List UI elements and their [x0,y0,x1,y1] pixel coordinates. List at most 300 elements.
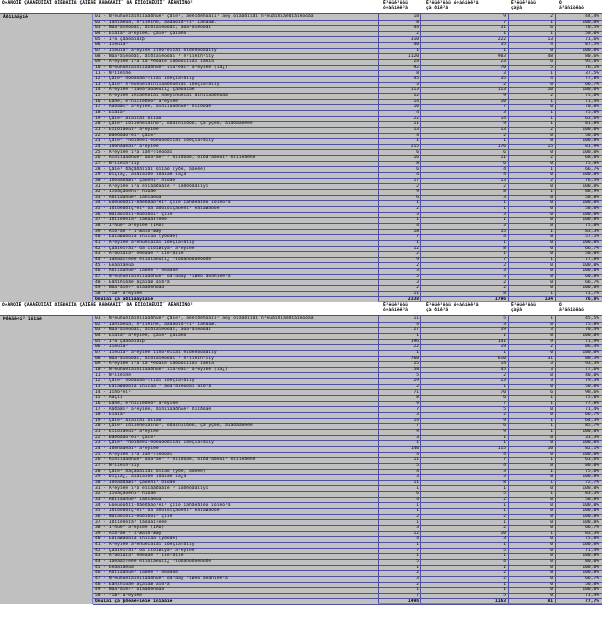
row-count-years: 14 [500,115,506,121]
row-count-years: 9 [503,93,506,99]
row-name: 15 · Ãàçîí [95,395,123,401]
row-count: 12 [413,530,419,536]
row-percent: 100,0% [582,485,599,491]
row-percent: 66,7% [585,245,599,251]
row-name: 11 · Ñ³íîêîñè [95,70,131,76]
row-name: 03 · Ñàä³âíèöòâî, ãîðîäíèöòâî, áóä³âíèöòâî [95,327,212,333]
row-percent: 71,4% [585,547,599,553]
row-count: 8 [416,395,419,401]
row-count-years: 4 [503,172,506,178]
row-applications: 1 [550,98,553,104]
row-percent: 66,7% [585,576,599,582]
row-percent: 100,0% [582,262,599,268]
row-count: 4 [416,496,419,502]
row-name: 38 · Ì³ñüê³ ä³ëÿíêè (ÌÀÔ) [95,525,165,531]
row-applications: 2 [550,127,553,132]
row-percent: 77,8% [585,400,599,406]
row-applications: 4 [550,76,553,82]
row-percent: 50,0% [585,30,599,36]
row-name: 46 · Ãðîìàäñüê³ ïàðêè ³ ñêâåðè [95,268,178,274]
row-name: 25 · Ä³ëÿíêè ï³ä ïàñ³÷íèöòâî [95,149,173,155]
row-percent: 79,3% [585,378,599,384]
row-count: 1496 [407,598,419,604]
row-count: 2 [416,251,419,257]
row-applications: 1 [550,429,553,435]
row-count-years: 222 [497,36,506,42]
row-percent: 77,6% [585,366,599,372]
row-percent: 100,0% [582,451,599,457]
row-count: 4 [416,110,419,116]
row-count-years: 1 [503,217,506,223]
row-count: 9 [416,400,419,406]
row-name: Óñüîãî çà þðèäè÷íèìè îñîáàìè [95,598,173,604]
row-count: 7 [416,234,419,240]
row-count: 92 [413,64,419,70]
row-name: 38 · Ì³ñüê³ ä³ëÿíêè (ÌÀÔ) [95,223,165,229]
row-count: 2338 [407,296,419,302]
row-count: 5 [416,463,419,469]
row-count-years: 2 [503,285,506,291]
row-applications: 1 [550,70,553,76]
row-name: 37 · Ïðîìèñëîâ³ ìàéäàí÷èêè [95,519,167,525]
row-percent: 66,7% [585,81,599,87]
row-count-years: 6 [503,160,506,166]
row-applications: 0 [550,547,553,553]
row-percent: 50,0% [585,383,599,389]
row-count: 1 [416,333,419,339]
row-count: 18 [413,228,419,234]
row-name: 22 · Ðåêðåàö³éí³ çåìë³ [95,132,156,138]
row-applications: 0 [550,206,553,212]
row-applications: 0 [550,262,553,268]
row-count-years: 7 [503,400,506,406]
row-count: 7 [416,406,419,412]
row-name: 31 · Ä³ëÿíêè ï³ä ëîìáàðäàìè ³ ïàðêóâàííÿì [95,485,209,491]
row-name: 23 · Çåìë³ ³ñòîðèêî-êóëüòóðíîãî ïðèçíà÷åííÿ [95,440,214,446]
row-applications: 0 [550,223,553,229]
row-count-years: 3 [503,70,506,76]
row-applications: 1 [550,115,553,121]
row-percent: 57,1% [585,234,599,240]
row-count-years: 3 [503,536,506,542]
row-percent: 70,4% [585,327,599,333]
row-percent: 68,8% [585,155,599,161]
row-count-years: 141 [497,338,506,344]
row-applications: 1 [550,468,553,474]
row-name: 43 · Â³äõîäîâ³ ñêëàäè ³ ïîë³ãîíè [95,251,184,257]
row-count-years: 45 [500,366,506,372]
row-name: 39 · Äîð³ãè ³ ì³æäîð³ææÿ [95,530,162,536]
row-count-years: 3 [503,321,506,327]
row-percent: 80,0% [585,463,599,469]
row-applications: 0 [550,559,553,565]
row-percent: 77,7% [585,598,599,604]
row-count-years: 7 [503,457,506,463]
row-count-years: 3 [503,194,506,200]
row-applications: 6 [550,59,553,65]
row-name: 31 · Ä³ëÿíêè ï³ä ëîìáàðäàìè ³ ïàðêóâàííÿì [95,183,209,189]
row-count-years: 14 [500,361,506,367]
row-count-years: 1 [503,440,506,446]
row-count-years: 3 [503,474,506,480]
row-name: 46 · Ãðîìàäñüê³ ïàðêè ³ ñêâåðè [95,570,178,576]
row-applications: 0 [550,519,553,525]
row-count: 3 [416,434,419,440]
row-applications: 0 [550,138,553,144]
row-name: 45 · Êëàäîâèùà [95,262,134,268]
row-name: 07 · Ïîëüîâ³ ä³ëÿíêè ïîñò³éíîãî êîðèñòóâàííÿ [95,47,217,53]
row-name: 05 · Ï³ä çàáóäîâîþ [95,338,145,344]
row-count-years: 10 [500,530,506,536]
row-count-years: 1 [503,47,506,53]
row-name: 09 · Ä³ëÿíêè ï³ä îá'ºêòàìè íåðóõîìîãî ìàéíà [95,361,214,367]
row-name: 40 · Ëàíäøàôòíà îñíîâà (ÿðóãè) [95,536,178,542]
row-count: 22 [413,115,419,121]
row-count: 13 [413,127,419,132]
row-name: 06 · Ïîëüîâ³ [95,344,129,350]
row-percent: 81,9% [585,143,599,149]
row-applications: 0 [550,321,553,327]
row-percent: 44,4% [585,14,599,19]
row-percent: 72,7% [585,479,599,485]
row-percent: 50,0% [585,496,599,502]
row-count-years: 1 [503,350,506,356]
header-col2: Ê³ëüê³ñòü ó÷àñíèê³â çà ðîê³â [426,1,479,11]
row-count-years: 6 [503,149,506,155]
row-name: 20 · Çåìë³ ïðîìèñëîâîñò³, òðàíñïîðòó, çâ'ÿçêó, åíåðãåòèêè [95,423,253,429]
row-count: 2 [416,206,419,212]
header-col1: Ê³ëüê³ñòü ó÷àñíèê³â [383,303,408,314]
row-percent: 71,4% [585,98,599,104]
row-applications: 15 [547,143,553,149]
row-percent: 71,6% [585,36,599,42]
row-percent: 71,4% [585,406,599,412]
row-count-years: 2 [503,81,506,87]
row-percent: 100,0% [582,333,599,339]
row-percent: 80,3% [585,355,599,361]
row-name: 06 · Ïîëüîâ³ [95,42,129,48]
row-name: 24 · Ïðèñàäèáí³ ä³ëÿíêè [95,143,159,149]
row-applications: 0 [550,406,553,412]
row-name: 47 · Ñ³ëüñüêîãîñïîäàðñüê³ óã³äääÿ ³íøèõ âëàñíèê³â [95,273,231,279]
row-name: 42 · Çàáîëî÷åí³ òà ïîðîøíÿâ³ ä³ëÿíêè [95,547,195,553]
row-count: 9 [416,189,419,195]
row-count-years: 1 [503,251,506,257]
row-name: 19 · Çåìë³ âîäíîãî ôîíäó [95,417,162,423]
row-count: 2 [416,30,419,36]
row-name: Óñüîãî çà ãðîìàäÿíàìè [95,296,154,302]
row-applications: 1 [550,166,553,172]
row-count: 9 [416,429,419,435]
row-applications: 0 [550,251,553,257]
row-percent: 75,0% [585,93,599,99]
row-applications: 31 [547,355,553,361]
row-applications: 0 [550,451,553,457]
row-percent: 100,0% [582,553,599,559]
row-name: 34 · Êóëüòóðíî-ðåêðåàö³éí³ çîíè íàñåëåíèõ ïóíêò³â [95,502,231,508]
row-count-years: 2 [503,496,506,502]
row-percent: 75,0% [585,160,599,166]
row-count: 11 [413,479,419,485]
row-count: 4 [416,223,419,229]
row-count: 18 [413,14,419,19]
row-applications: 1 [550,491,553,497]
row-count: 1 [416,217,419,223]
row-applications: 1 [550,417,553,423]
row-count-years: 8 [503,290,506,296]
row-count-years: 7 [503,104,506,110]
row-name: 35 · Ïðîòèåðîç³éí³ òà ãðóíòîçàõèñí³ ëàíäøàôòè [95,508,220,514]
row-count-years: 176 [497,143,506,149]
row-applications: 0 [550,372,553,378]
row-applications: 0 [550,200,553,206]
row-count-years: 1 [503,581,506,587]
row-applications: 0 [550,383,553,389]
row-name: 16 · Ëåñè, ë³ñîïîêðèò³ ä³ëÿíêè [95,98,178,104]
row-applications: 2 [550,344,553,350]
row-percent: 100,0% [582,440,599,446]
row-name: 44 · Ìàéäàí÷èêè êîìóíàëüíî¿ ³íôðàñòðóêòóðè [95,559,212,565]
row-applications: 3 [550,378,553,384]
row-name: 17 · Ãàðàæí³ ä³ëÿíêè, ãîñïîäàðñüê³ ñïîðóäè [95,406,212,412]
row-name: 33 · Ãðîìàäñüê³ ïàñîâèùà [95,496,162,502]
row-applications: 0 [550,285,553,291]
row-count-years: 2 [503,513,506,519]
row-count: 4 [416,321,419,327]
total-underline [378,603,602,604]
row-count: 14 [413,417,419,423]
row-count-years: 4 [503,166,506,172]
section-label-cell [0,14,93,302]
row-count-years: 8 [503,245,506,251]
row-count-years: 115 [497,446,506,452]
row-count-years: 1 [503,240,506,245]
row-percent: 60,0% [585,273,599,279]
row-name: 14 · Ïîñò³éí³ [95,389,131,395]
header-col4: Ó â³äñîòêàõ [559,303,584,314]
row-applications: 9 [550,338,553,344]
row-count-years: 9 [503,121,506,127]
row-applications: 3 [550,361,553,367]
row-percent: 100,0% [582,502,599,508]
row-count-years: 13 [500,127,506,132]
row-count: 1 [416,47,419,53]
row-applications: 0 [550,525,553,531]
row-count: 8 [416,19,419,25]
row-applications: 1 [550,189,553,195]
row-count: 5 [416,273,419,279]
row-name: 15 · Ä³ëÿíêè îñîáèñòîãî ñåëÿíñüêîãî ãîñïîäàðñòâà [95,93,228,99]
row-applications: 0 [550,240,553,245]
row-percent: 75,0% [585,395,599,401]
row-count: 2 [416,570,419,576]
row-count: 3 [416,268,419,274]
row-count-years: 4 [503,451,506,457]
row-count: 3 [416,279,419,285]
row-percent: 83,3% [585,491,599,497]
header-col2: Ê³ëüê³ñòü ó÷àñíèê³â çà ðîê³â [426,303,479,314]
row-percent: 88,9% [585,189,599,195]
row-name: 29 · Ðîçïà¿, äîãîâîðè îðåíäè ïà¿â [95,172,187,178]
row-count-years: 35 [500,76,506,82]
row-percent: 100,0% [582,570,599,576]
row-name: 10 · Ñ³ëüñüêîãîñïîäàðñüê³ ïîä³ëåí³ ä³ëÿíêè (ïà¿) [95,64,228,70]
row-count-years: 3 [503,110,506,116]
row-applications: 0 [550,333,553,339]
row-count-years: 1 [503,206,506,212]
header-col4: Ó â³äñîòêàõ [559,1,584,11]
row-percent: 100,0% [582,183,599,189]
row-count-years: 1 [503,553,506,559]
row-name: 09 · Ä³ëÿíêè ï³ä îá'ºêòàìè íåðóõîìîãî ìàéíà [95,59,214,65]
row-count: 71 [413,389,419,395]
row-count: 1 [416,542,419,548]
row-name: 21 · Êîìóíàëüí³ ä³ëÿíêè [95,127,159,132]
row-applications: 0 [550,587,553,593]
row-percent: 100,0% [582,217,599,223]
row-percent: 70,5% [585,25,599,31]
row-percent: 50,0% [585,581,599,587]
row-count: 1 [416,502,419,508]
row-count: 196 [410,338,419,344]
row-name: 26 · Ãîñïîäàðñüê³ áóä³âë³ ³ ñïîðóäè, òîðã³âåëüí³ êîìïëåêñè [95,457,256,463]
row-name: 27 · Ñ³íîêîñ³ííÿ [95,463,140,469]
header-col3: Ê³ëüê³ñòü çàÿâ [511,1,536,11]
row-percent: 75,0% [585,321,599,327]
row-applications: 2 [550,93,553,99]
row-name: 13 · Ëàíäøàôòíà îñíîâà ³ áóä³âíèöòâî äîð³ã [95,383,212,389]
row-percent: 66,7% [585,166,599,172]
row-applications: 1 [550,395,553,401]
row-count: 2 [416,581,419,587]
row-applications: 0 [550,508,553,514]
row-count-years: 13 [500,177,506,183]
row-name: 37 · Ïðîìèñëîâ³ ìàéäàí÷èêè [95,217,167,223]
row-percent: 93,3% [585,361,599,367]
row-applications: 2 [550,14,553,19]
row-count: 6 [416,194,419,200]
row-applications: 13 [547,36,553,42]
row-name: 42 · Çàáîëî÷åí³ òà ïîðîøíÿâ³ ä³ëÿíêè [95,245,195,251]
row-percent: 75,0% [585,110,599,116]
row-percent: 100,0% [582,564,599,570]
row-percent: 77,8% [585,256,599,262]
row-applications: 0 [550,502,553,508]
row-count-years: 23 [500,59,506,65]
row-applications: 0 [550,268,553,274]
row-count: 215 [410,143,419,149]
row-count: 27 [413,327,419,333]
row-name: 32 · Ïîëåçàõèñí³ ñìóãè [95,189,156,195]
row-count-years: 1 [503,542,506,548]
row-count-years: 70 [500,389,506,395]
row-applications: 0 [550,536,553,542]
row-applications: 5 [550,64,553,70]
table-header [0,0,602,13]
row-count-years: 9 [503,417,506,423]
row-applications: 1 [550,316,553,322]
row-count-years: 5 [503,592,506,598]
row-count-years: 3 [503,273,506,279]
row-count-years: 4 [503,463,506,469]
row-percent: 45,5% [585,316,599,322]
row-applications: 0 [550,47,553,53]
row-count-years: 1163 [494,598,506,604]
row-count: 4 [416,536,419,542]
row-percent: 100,0% [582,350,599,356]
row-percent: 72,7% [585,290,599,296]
row-count: 9 [416,256,419,262]
row-count: 2 [416,513,419,519]
row-applications: 3 [550,327,553,333]
row-name: 41 · Ä³ëÿíêè â³éñüêîâîãî ïðèçíà÷åííÿ [95,240,195,245]
row-name: 19 · Çåìë³ âîäíîãî ôîíäó [95,115,162,121]
row-applications: 1 [550,256,553,262]
row-name: 29 · Ðîçïà¿, äîãîâîðè îðåíäè ïà¿â [95,474,187,480]
row-count: 1 [416,440,419,446]
row-name: 47 · Ñ³ëüñüêîãîñïîäàðñüê³ óã³ääÿ ³íøèõ âëàñíèê³â [95,576,228,582]
row-count-years: 2 [503,412,506,418]
row-name: 11 · Ñ³íîêîñè [95,372,131,378]
row-percent: 100,0% [582,240,599,245]
row-name: 36 · Ñàíàòîðíî-êóðîðòí³ çîíè [95,211,173,217]
row-percent: 50,0% [585,206,599,212]
row-applications: 0 [550,474,553,480]
row-percent: 100,0% [582,149,599,155]
row-count: 2 [416,285,419,291]
row-count-years: 15 [500,228,506,234]
row-count-years: 19 [500,327,506,333]
row-percent: 81,8% [585,121,599,127]
row-percent: 70,0% [585,104,599,110]
row-percent: 64,3% [585,417,599,423]
row-percent: 87,5% [585,42,599,48]
row-name: 21 · Êîìóíàëüí³ ä³ëÿíêè [95,429,159,435]
row-applications: 10 [547,87,553,93]
row-name: 30 · Ïðèáåðåæí³ çàõèñí³ ñìóãè [95,177,176,183]
row-percent: 100,0% [582,172,599,178]
row-count-years: 2 [503,372,506,378]
row-name: 03 · Ñàä³âíèöòâî, ãîðîäíèöòâî, áóä³âíèöòâî [95,25,212,31]
row-percent: 100,0% [582,474,599,480]
row-count: 45 [413,76,419,82]
row-count: 7 [416,547,419,553]
row-name: 01 · Ñ³ëüñüêîãîñïîäàðñüê³ çåìë³, âèêîðèñòàíí³ äëÿ òîâàðíîãî ñ³ëüãîñïâèðîáíèöòâà [95,14,314,19]
row-count-years: 11 [500,155,506,161]
row-applications: 1 [550,290,553,296]
row-count-years: 35 [500,42,506,48]
row-name: 30 · Ïðèáåðåæí³ çàõèñí³ ñìóãè [95,479,176,485]
row-percent: 86,4% [585,344,599,350]
row-percent: 100,0% [582,127,599,132]
row-percent: 71,9% [585,338,599,344]
row-name: 28 · Çåìë³ ðåçåðâíîãî ôîíäó (ÿðè, áàëêè) [95,468,206,474]
row-percent: 100,0% [582,429,599,435]
row-applications: 3 [550,366,553,372]
row-count: 6 [416,166,419,172]
row-percent: 50,0% [585,194,599,200]
row-count-years: 2 [503,262,506,268]
row-percent: 83,3% [585,228,599,234]
row-applications: 134 [544,296,553,302]
row-name: 39 · Äîð³ãè ³ ì³æäîð³ææÿ [95,228,162,234]
row-count-years: 8 [503,189,506,195]
row-count-years: 2 [503,279,506,285]
row-name: 08 · Ñàä³âíèöòâî, ãîðîäíèöòâî ³ ñ³íîêîñ³ííÿ [95,355,214,361]
row-count-years: 2 [503,525,506,531]
row-count-years: 23 [500,378,506,384]
row-count: 5 [416,559,419,565]
